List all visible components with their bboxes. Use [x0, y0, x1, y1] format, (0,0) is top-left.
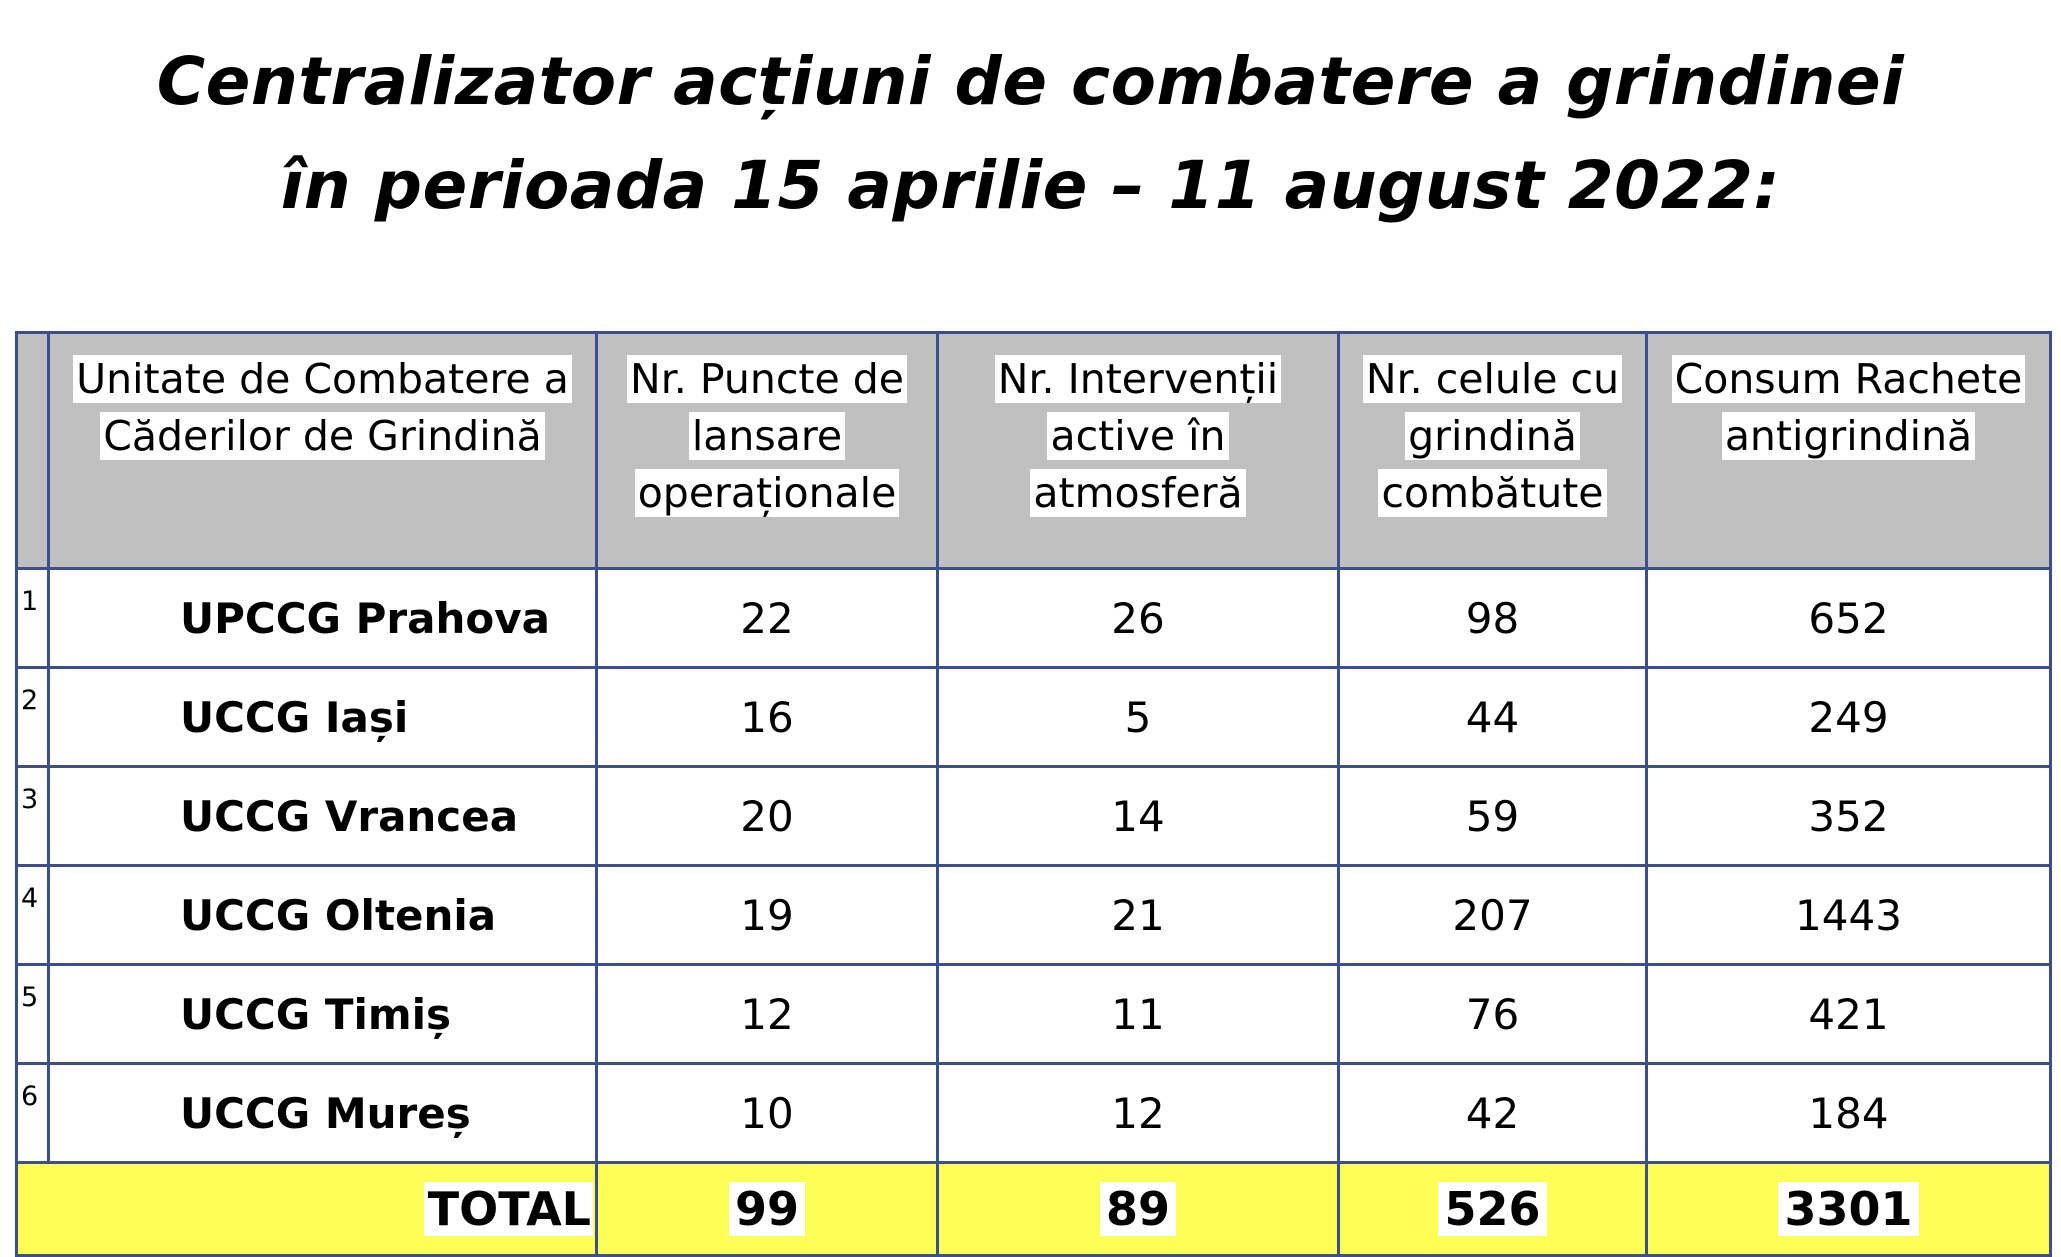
- rockets-cell: 249: [1647, 668, 2051, 767]
- total-cells: 526: [1438, 1182, 1546, 1236]
- header-unit: [49, 333, 597, 569]
- header-rockets-line: Consum Rachete: [1672, 355, 2026, 403]
- table-row: [17, 668, 2051, 767]
- header-cells-line: grindină: [1405, 412, 1580, 460]
- title-line-1: Centralizator acțiuni de combatere a grindinei: [156, 43, 1905, 120]
- total-label-cell: [17, 1163, 597, 1256]
- unit-name: UCCG Timiș: [49, 965, 597, 1064]
- hail-actions-table: [15, 331, 2052, 1257]
- launch-points-cell: 19: [597, 866, 938, 965]
- rockets-cell: 352: [1647, 767, 2051, 866]
- header-unit-line: Căderilor de Grindină: [100, 412, 544, 460]
- rockets-cell: 184: [1647, 1064, 2051, 1163]
- total-label: TOTAL: [424, 1182, 593, 1236]
- header-interventions: [938, 333, 1339, 569]
- header-launch-points-line: lansare: [689, 412, 845, 460]
- header-index-cell: [17, 333, 49, 569]
- table-row: [17, 866, 2051, 965]
- title-line-2: în perioada 15 aprilie – 11 august 2022:: [280, 147, 1781, 224]
- rockets-cell: 1443: [1647, 866, 2051, 965]
- total-interventions-cell: [938, 1163, 1339, 1256]
- header-interventions-line: atmosferă: [1030, 469, 1245, 517]
- cells-cell: 207: [1339, 866, 1647, 965]
- interventions-cell: 21: [938, 866, 1339, 965]
- total-cells-cell: [1339, 1163, 1647, 1256]
- interventions-cell: 12: [938, 1064, 1339, 1163]
- total-row: [17, 1163, 2051, 1256]
- cells-cell: 59: [1339, 767, 1647, 866]
- header-interventions-line: active în: [1047, 412, 1228, 460]
- table-row: [17, 767, 2051, 866]
- total-launch-points-cell: [597, 1163, 938, 1256]
- total-rockets: 3301: [1778, 1182, 1918, 1236]
- launch-points-cell: 20: [597, 767, 938, 866]
- cells-cell: 76: [1339, 965, 1647, 1064]
- unit-name: UCCG Oltenia: [49, 866, 597, 965]
- unit-name: UCCG Iași: [49, 668, 597, 767]
- row-index: 3: [17, 767, 49, 866]
- unit-name: UPCCG Prahova: [49, 569, 597, 668]
- interventions-cell: 11: [938, 965, 1339, 1064]
- launch-points-cell: 10: [597, 1064, 938, 1163]
- interventions-cell: 26: [938, 569, 1339, 668]
- interventions-cell: 14: [938, 767, 1339, 866]
- total-rockets-cell: [1647, 1163, 2051, 1256]
- header-cells-line: combătute: [1378, 469, 1606, 517]
- rockets-cell: 652: [1647, 569, 2051, 668]
- unit-name: UCCG Vrancea: [49, 767, 597, 866]
- header-launch-points-line: Nr. Puncte de: [627, 355, 907, 403]
- interventions-cell: 5: [938, 668, 1339, 767]
- table-header-row: [17, 333, 2051, 569]
- row-index: 5: [17, 965, 49, 1064]
- header-rockets-line: antigrindină: [1722, 412, 1975, 460]
- row-index: 2: [17, 668, 49, 767]
- rockets-cell: 421: [1647, 965, 2051, 1064]
- header-cells: [1339, 333, 1647, 569]
- table-row: [17, 569, 2051, 668]
- cells-cell: 44: [1339, 668, 1647, 767]
- row-index: 1: [17, 569, 49, 668]
- launch-points-cell: 16: [597, 668, 938, 767]
- row-index: 6: [17, 1064, 49, 1163]
- cells-cell: 98: [1339, 569, 1647, 668]
- header-rockets: [1647, 333, 2051, 569]
- page-title: [0, 30, 2061, 238]
- cells-cell: 42: [1339, 1064, 1647, 1163]
- table-row: [17, 965, 2051, 1064]
- header-launch-points-line: operaționale: [635, 469, 900, 517]
- header-unit-line: Unitate de Combatere a: [73, 355, 572, 403]
- header-launch-points: [597, 333, 938, 569]
- total-launch-points: 99: [729, 1182, 805, 1236]
- header-interventions-line: Nr. Intervenții: [995, 355, 1281, 403]
- launch-points-cell: 22: [597, 569, 938, 668]
- total-interventions: 89: [1100, 1182, 1176, 1236]
- header-cells-line: Nr. celule cu: [1363, 355, 1622, 403]
- row-index: 4: [17, 866, 49, 965]
- launch-points-cell: 12: [597, 965, 938, 1064]
- table-row: [17, 1064, 2051, 1163]
- unit-name: UCCG Mureș: [49, 1064, 597, 1163]
